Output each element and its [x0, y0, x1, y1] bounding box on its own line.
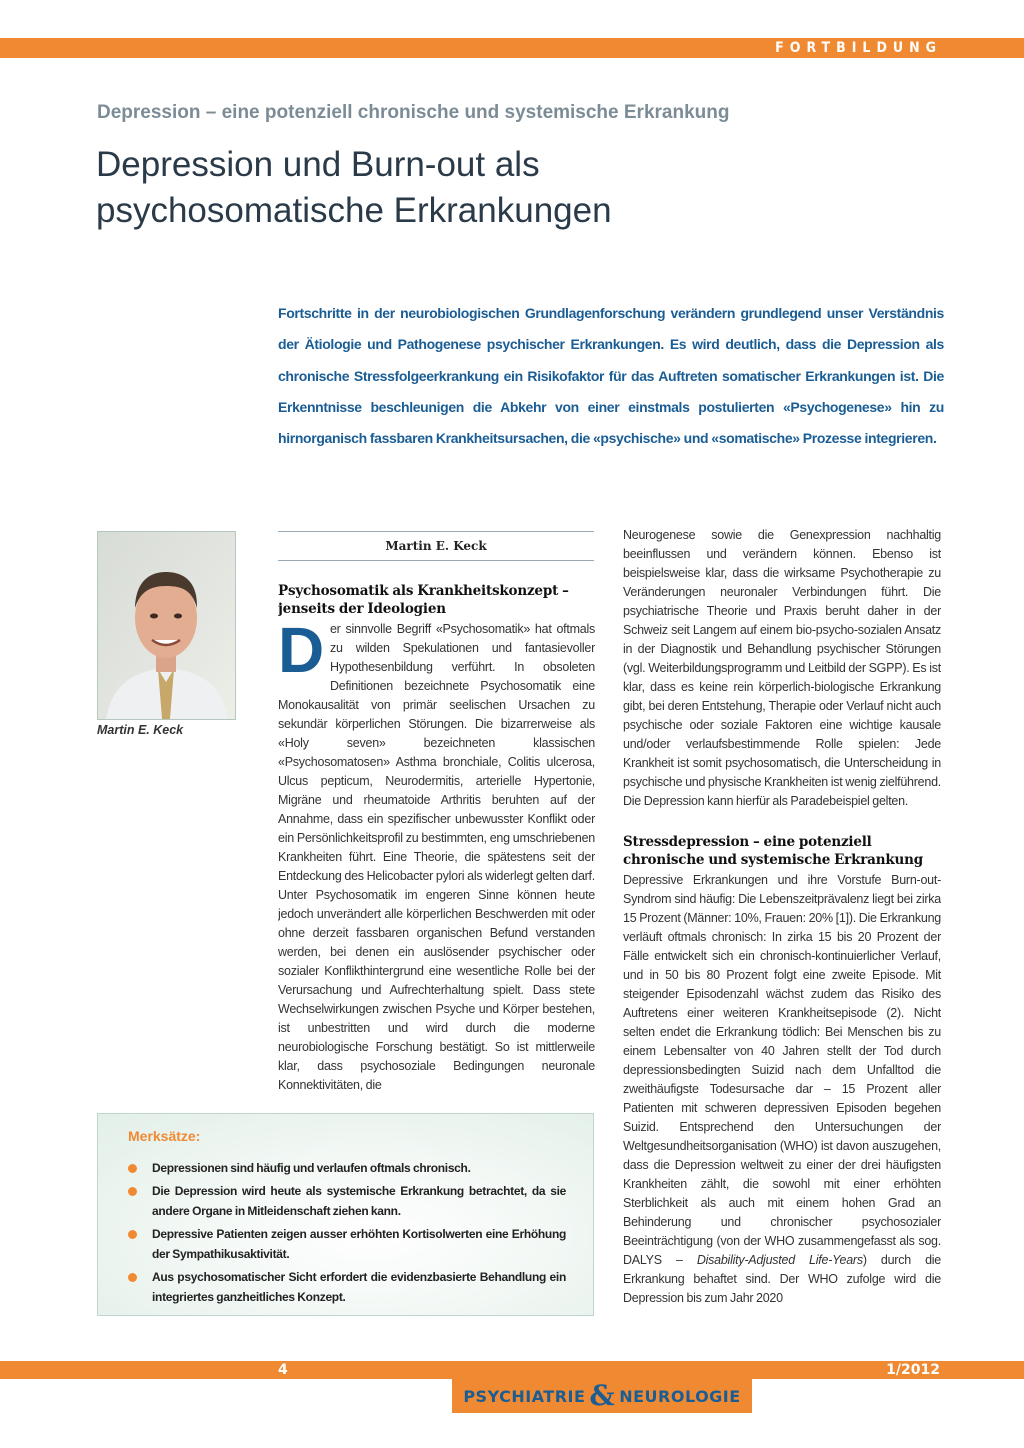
body-paragraph-2: Neurogenese sowie die Genexpression nachhaltig beeinflussen und verändern können. Ebenso ist beispielsweise klar, dass die wirksame Psychotherapie zu Veränderungen neuronaler Verbindungen führt. Die psychiatrische Theorie und Praxis beruht daher in der Schweiz seit Langem auf einem bio-psycho-sozialen Ansatz in der Diagnostik und Behandlung psychischer Störungen (vgl. Weiterbildungsprogramm und Leitbild der SGPP). Es ist klar, dass es keine rein körperlich-biologische Erkrankung gibt, bei deren Entstehung, Therapie oder Verlauf nicht auch psychische oder soziale Faktoren eine wichtige kausale und/oder verlaufsbestimmende Rolle spielen: Jede Krankheit ist somit psychosomatisch, die Unterscheidung in psychische und physische Krankheiten ist wenig zielführend. Die Depression kann hierfür als Paradebeispiel gelten.	[623, 528, 941, 808]
body-paragraph-1	[278, 614, 595, 1095]
journal-ampersand: &	[589, 1379, 616, 1412]
journal-logo	[452, 1379, 752, 1413]
key-point-item	[126, 1181, 566, 1222]
key-point-item	[126, 1267, 566, 1308]
text-column-2	[623, 526, 941, 1326]
dropcap: D	[278, 614, 324, 686]
kicker-headline: Depression – eine potenziell chronische und systemische Erkrankung	[97, 102, 730, 123]
section-heading-1: Psychosomatik als Krankheitskonzept – jenseits der Ideologien	[278, 583, 569, 617]
body-text-1: er sinnvolle Begriff «Psychosomatik» hat oftmals zu wilden Spekulationen und fantasievoller Hypothesenbildung verführt. In obsoleten Definitionen bezeichnete Psychosomatik eine Monokausalität von primär seelischen Ursachen zu sekundär körperlichen Störungen. Die bizarrerweise als «Holy seven» bezeichneten klassischen «Psychosomatosen» Asthma bronchiale, Colitis ulcerosa, Ulcus pepticum, Neurodermitis, arterielle Hypertonie, Migräne und rheumatoide Arthritis beruhten auf der Annahme, dass ein spezifischer unbewusster Konflikt oder ein Persönlichkeitsprofil zu bestimmten, eng umschriebenen Krankheiten führt. Eine Theorie, die spätestens seit der Entdeckung des Helicobacter pylori als widerlegt gelten darf. Unter Psychosomatik im engeren Sinne können heute jedoch unverändert alle körperlichen Beschwerden mit oder ohne derzeit fassbaren organischen Befund verstanden werden, bei denen ein auslösender psychischer oder sozialer Konflikthintergrund eine wesentliche Rolle bei der Verursachung und Aufrechterhaltung spielt. Dass stete Wechselwirkungen zwischen Psyche und Körper bestehen, ist unbestritten und wird durch die moderne neurobiologische Forschung bestätigt. So ist mittlerweile klar, dass psychosoziale Bedingungen neuronale Konnektivitäten, die	[278, 622, 595, 1092]
title-line-2: psychosomatische Erkrankungen	[96, 191, 612, 230]
journal-name-left: PSYCHIATRIE	[463, 1387, 586, 1406]
key-points-list	[126, 1158, 566, 1310]
body-text-3-italic: Disability-Adjusted Life-Years	[696, 1253, 863, 1267]
key-points-box	[97, 1113, 594, 1316]
key-points-title: Merksätze:	[128, 1128, 201, 1144]
key-point-item	[126, 1158, 566, 1179]
bullet-icon	[128, 1273, 137, 1282]
photo-caption: Martin E. Keck	[97, 723, 184, 737]
author-photo	[97, 531, 236, 720]
key-point-item	[126, 1224, 566, 1265]
key-point-text: Aus psychosomatischer Sicht erfordert die evidenzbasierte Behandlung ein integriertes ganzheitliches Konzept.	[152, 1269, 566, 1304]
title-line-1: Depression und Burn-out als	[96, 145, 540, 184]
body-paragraph-3	[623, 871, 941, 1308]
bullet-icon	[128, 1230, 137, 1239]
top-section-bar	[0, 38, 1024, 58]
body-text-3b: ) durch die Erkrankung behaftet sind. Der WHO zufolge wird die Depression bis zum Jahr 2020	[623, 1253, 941, 1305]
portrait-image	[98, 532, 235, 719]
section-label: FORTBILDUNG	[775, 40, 942, 56]
key-point-text: Die Depression wird heute als systemische Erkrankung betrachtet, da sie andere Organe in Mitleidenschaft ziehen kann.	[152, 1183, 566, 1218]
section-heading-2: Stressdepression – eine potenziell chronische und systemische Erkrankung	[623, 834, 923, 868]
footer-bar	[0, 1361, 1024, 1379]
lead-paragraph: Fortschritte in der neurobiologischen Grundlagenforschung verändern grundlegend unser Verständnis der Ätiologie und Pathogenese psychischer Erkrankungen. Es wird deutlich, dass die Depression als chronische Stressfolgeerkrankung ein Risikofaktor für das Auftreten somatischer Erkrankungen ist. Die Erkenntnisse beschleunigen die Abkehr von einer einstmals postulierten «Psychogenese» hin zu hirnorganisch fassbaren Krankheitsursachen, die «psychische» und «somatische» Prozesse integrieren.	[278, 305, 944, 447]
author-byline: Martin E. Keck	[278, 531, 594, 561]
text-column-1	[278, 582, 595, 1102]
body-text-3a: Depressive Erkrankungen und ihre Vorstufe Burn-out-Syndrom sind häufig: Die Lebenszeitprävalenz liegt bei zirka 15 Prozent (Männer: 10%, Frauen: 20% [1]). Die Erkrankung verläuft oftmals chronisch: In zirka 15 bis 20 Prozent der Fälle entwickelt sich ein chronisch-kontinuierlicher Verlauf, und in 50 bis 80 Prozent folgt eine zweite Episode. Mit steigender Episodenzahl wächst zudem das Risiko des Auftretens einer weiteren Krankheitsepisode (2). Nicht selten endet die Erkrankung tödlich: Bei Menschen bis zu einem Lebensalter von 40 Jahren stellt der Tod durch depressionsbedingten Suizid nach dem Unfalltod die zweithäufigste Todesursache dar – 15 Prozent aller Patienten mit schweren depressiven Episoden begehen Suizid. Entsprechend den Untersuchungen der Weltgesundheitsorganisation (WHO) ist davon auszugehen, dass die Depression weltweit zu einer der drei häufigsten Krankheiten zählt, die sowohl mit einer erhöhten Sterblichkeit als auch mit einem hohen Grad an Behinderung und chronischer psychosozialer Beeinträchtigung (von der WHO zusammengefasst als sog. DALYS –	[623, 873, 941, 1267]
key-point-text: Depressive Patienten zeigen ausser erhöhten Kortisolwerten eine Erhöhung der Sympathikusaktivität.	[152, 1226, 566, 1261]
bullet-icon	[128, 1187, 137, 1196]
bullet-icon	[128, 1164, 137, 1173]
journal-name-right: NEUROLOGIE	[619, 1387, 741, 1406]
article-title	[96, 142, 896, 234]
page-number: 4	[278, 1362, 288, 1378]
issue-number: 1/2012	[886, 1362, 940, 1378]
key-point-text: Depressionen sind häufig und verlaufen oftmals chronisch.	[152, 1161, 471, 1175]
